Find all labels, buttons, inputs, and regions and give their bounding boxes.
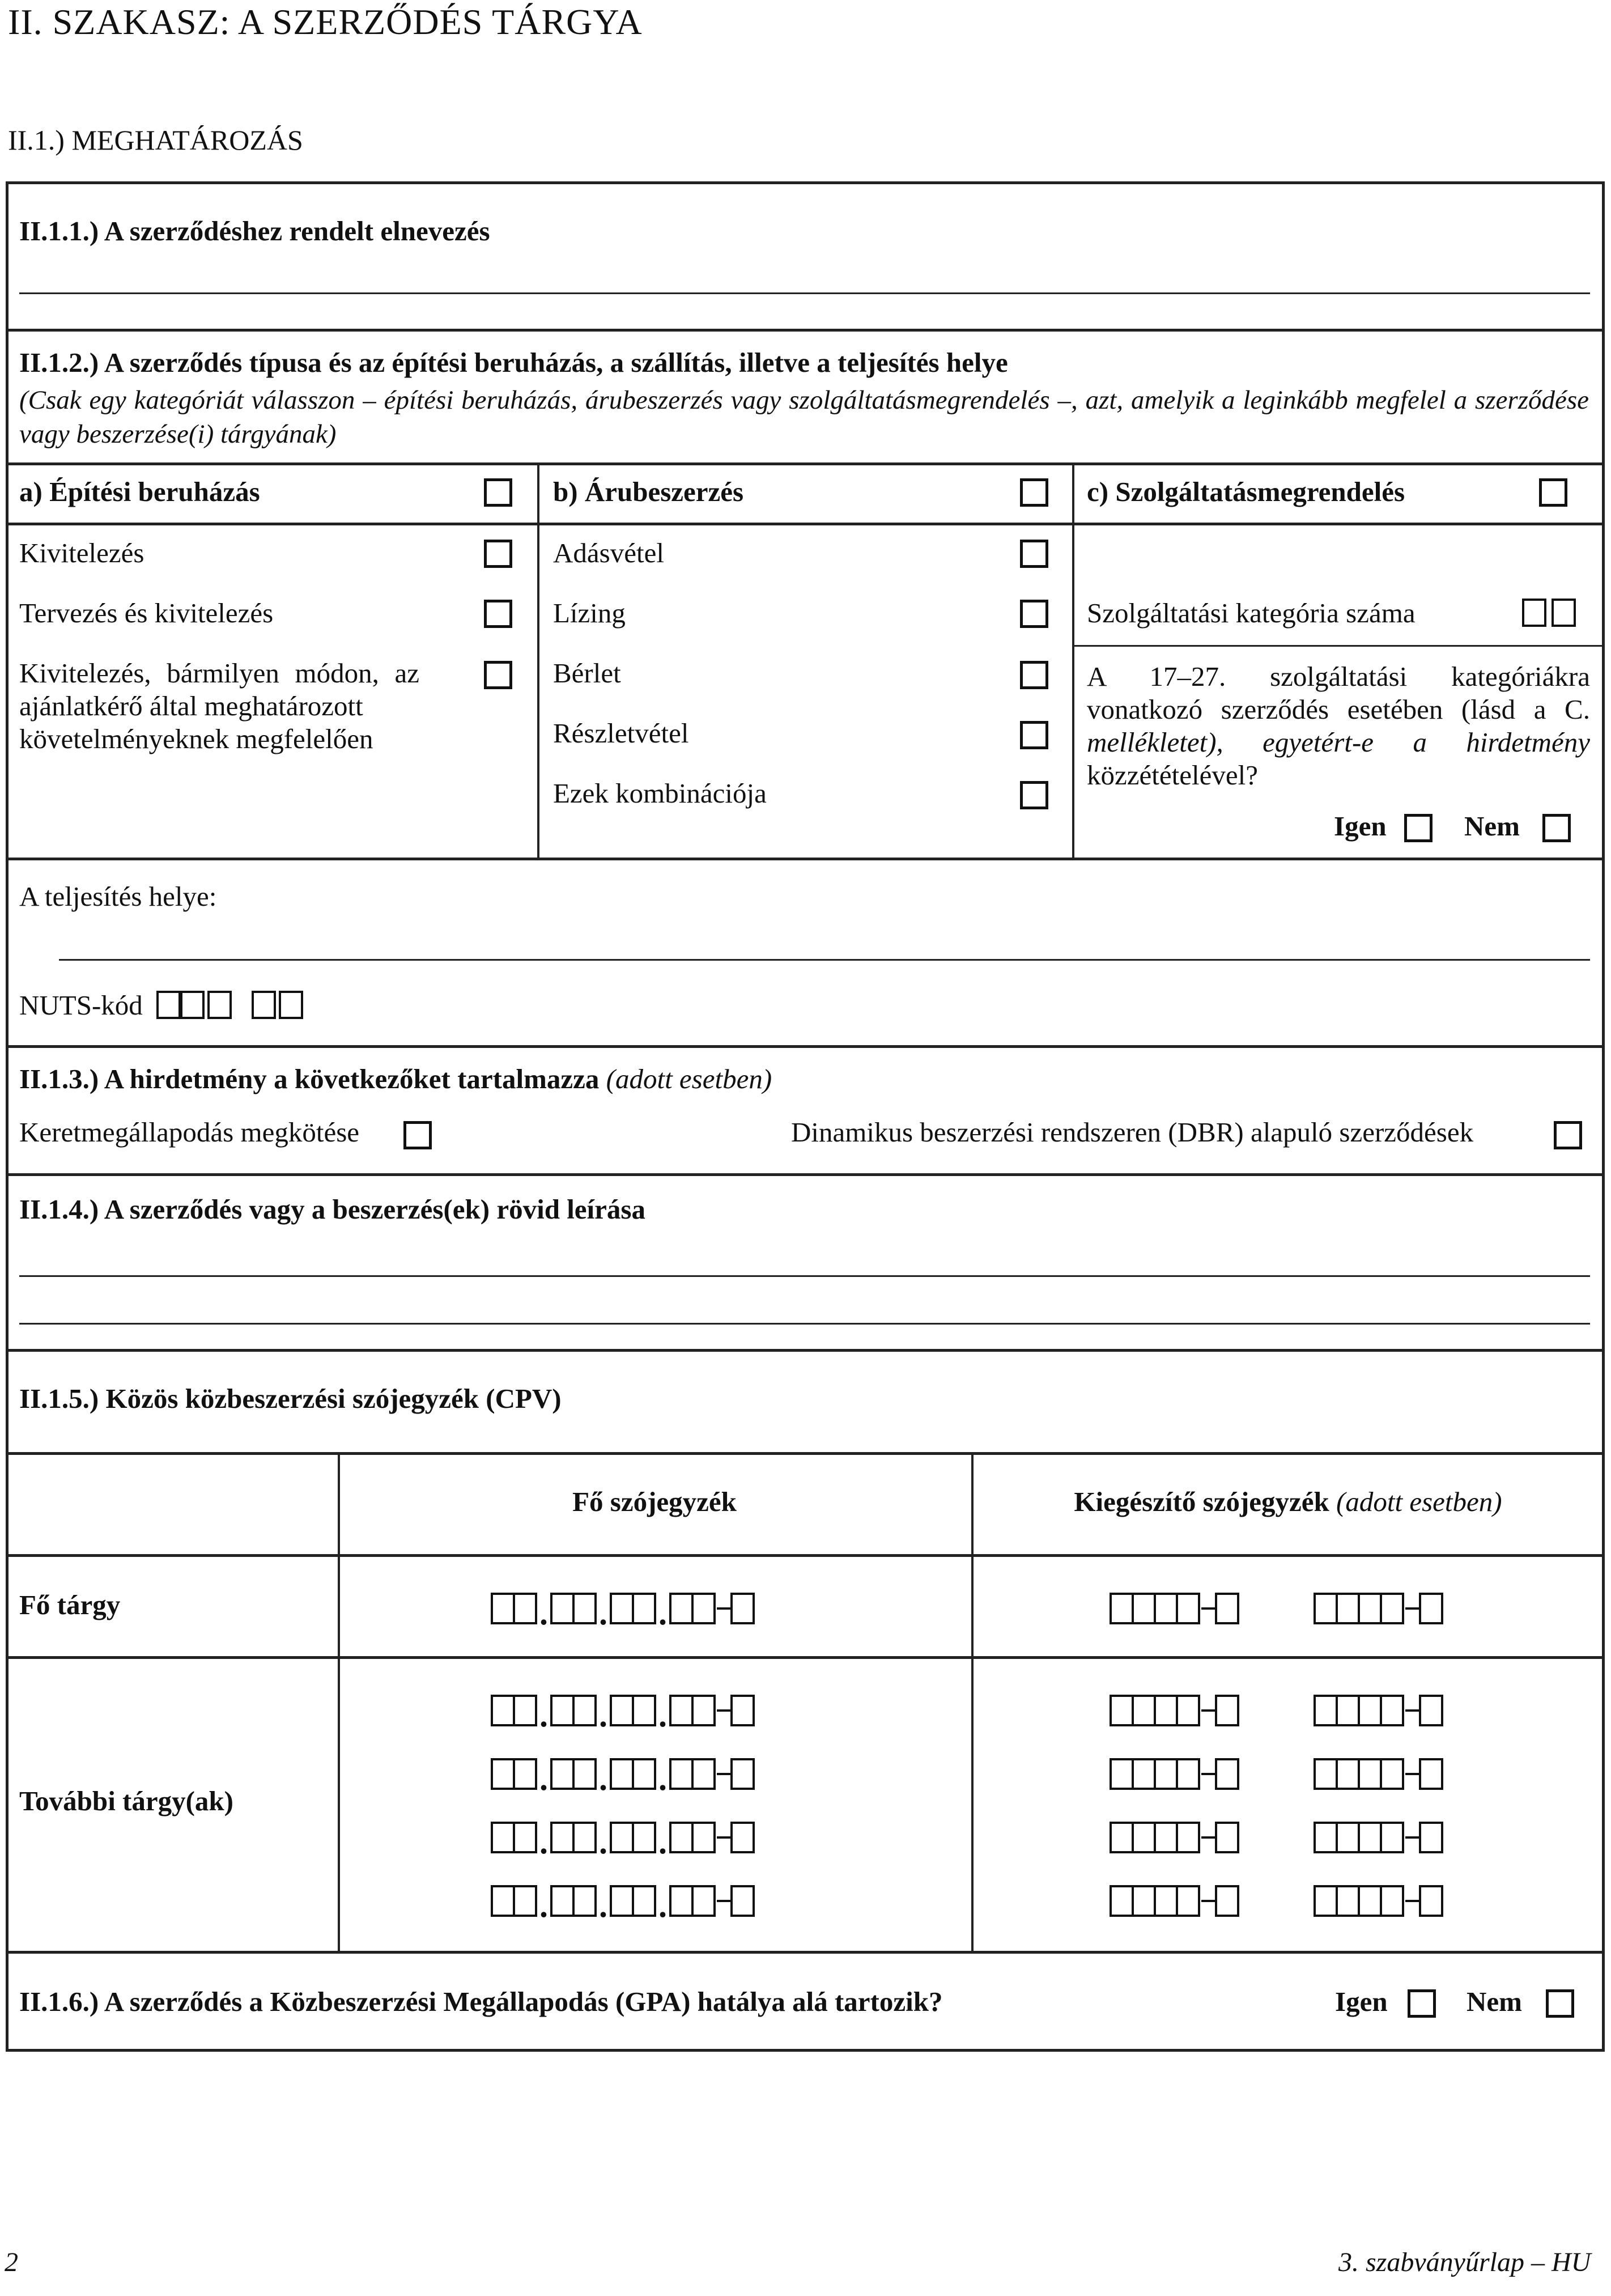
divider [6, 858, 1605, 860]
cpv-main-digit-box[interactable] [513, 1593, 537, 1624]
page-number: 2 [5, 2247, 18, 2277]
cpv-supp-digit-box[interactable] [1154, 1822, 1178, 1853]
place-answer-line[interactable] [59, 959, 1590, 961]
cpv-main-digit-box[interactable] [513, 1822, 537, 1853]
cpv-dash [717, 1709, 730, 1712]
divider [6, 523, 1605, 525]
dps-checkbox[interactable] [1554, 1121, 1582, 1149]
cpv-main-digit-box[interactable] [632, 1885, 656, 1917]
cpv-main-digit-box[interactable] [550, 1695, 575, 1726]
cpv-supp-digit-box[interactable] [1176, 1822, 1200, 1853]
cpv-separator: . [539, 1696, 548, 1734]
cpv-main-check-box[interactable] [730, 1885, 755, 1917]
cpv-main-object-label: Fő tárgy [19, 1589, 121, 1620]
cpv-supp-digit-box[interactable] [1132, 1885, 1156, 1917]
cpv-supp-code-row [1314, 1819, 1441, 1853]
column-divider [537, 462, 539, 859]
cpv-supp-digit-box[interactable] [1336, 1593, 1360, 1624]
services-header: c) Szolgáltatásmegrendelés [1087, 476, 1405, 507]
cpv-supp-check-box[interactable] [1215, 1758, 1239, 1790]
page-title: II. SZAKASZ: A SZERZŐDÉS TÁRGYA [8, 2, 643, 42]
works-execution-checkbox[interactable] [484, 540, 512, 568]
column-divider [971, 1452, 974, 1951]
cpv-supp-digit-box[interactable] [1132, 1758, 1156, 1790]
supplies-checkbox[interactable] [1020, 478, 1048, 507]
divider [6, 1452, 1605, 1455]
works-design-execution-checkbox[interactable] [484, 600, 512, 628]
cpv-main-digit-box[interactable] [632, 1758, 656, 1790]
cpv-separator: . [658, 1696, 667, 1734]
cpv-additional-objects-label: További tárgy(ak) [19, 1785, 234, 1817]
cpv-separator: . [599, 1696, 607, 1734]
section-label-ii-1-3: II.1.3.) A hirdetmény a következőket tartalmazza [19, 1063, 600, 1094]
works-requirements-line-1: Kivitelezés, bármilyen módon, az [19, 657, 419, 689]
place-label: A teljesítés helye: [19, 881, 217, 912]
works-requirements-line-3: követelményeknek megfelelően [19, 723, 373, 754]
services-question-line-3: mellékletet), egyetért-e a hirdetmény [1087, 727, 1590, 758]
cpv-main-digit-box[interactable] [550, 1593, 575, 1624]
cpv-supp-check-box[interactable] [1215, 1822, 1239, 1853]
cpv-separator: . [658, 1594, 667, 1632]
cpv-main-digit-box[interactable] [610, 1758, 634, 1790]
gpa-no-label: Nem [1467, 1986, 1522, 2017]
services-no-checkbox[interactable] [1542, 814, 1571, 842]
cpv-supp-digit-box[interactable] [1380, 1758, 1404, 1790]
section-note-line-1: (Csak egy kategóriát válasszon – építési beruházás, árubeszerzés vagy szolgáltatásmegrendelés –, azt, amelyik a leginkább megfelel a szerződése [19, 385, 1589, 415]
cpv-main-digit-box[interactable] [550, 1822, 575, 1853]
services-checkbox[interactable] [1539, 478, 1567, 507]
cpv-main-digit-box[interactable] [513, 1885, 537, 1917]
supplies-rental-checkbox[interactable] [1020, 661, 1048, 689]
cpv-supp-digit-box[interactable] [1358, 1758, 1382, 1790]
cpv-supp-digit-box[interactable] [1110, 1593, 1134, 1624]
cpv-supp-digit-box[interactable] [1110, 1885, 1134, 1917]
cpv-main-digit-box[interactable] [572, 1885, 597, 1917]
works-requirements-line-2: ajánlatkérő által meghatározott [19, 690, 363, 722]
supplies-lease-label: Lízing [553, 597, 626, 629]
nuts-digit-box[interactable] [180, 991, 205, 1019]
cpv-separator: . [599, 1823, 607, 1861]
cpv-supp-digit-box[interactable] [1176, 1758, 1200, 1790]
cpv-supp-digit-box[interactable] [1380, 1822, 1404, 1853]
supplies-hire-purchase-checkbox[interactable] [1020, 721, 1048, 749]
cpv-separator: . [539, 1823, 548, 1861]
title-answer-line[interactable] [19, 292, 1590, 294]
framework-agreement-checkbox[interactable] [403, 1121, 432, 1149]
gpa-yes-checkbox[interactable] [1408, 1989, 1436, 2018]
cpv-supp-digit-box[interactable] [1154, 1758, 1178, 1790]
cpv-main-digit-box[interactable] [691, 1885, 716, 1917]
cpv-supp-digit-box[interactable] [1358, 1885, 1382, 1917]
cpv-dash [717, 1900, 730, 1902]
divider [6, 1045, 1605, 1048]
cpv-supp-check-box[interactable] [1419, 1695, 1443, 1726]
section-label-ii-1-1: II.1.1.) A szerződéshez rendelt elnevezés [19, 215, 490, 247]
cpv-supp-code-row [1110, 1819, 1237, 1853]
cpv-supp-digit-box[interactable] [1110, 1758, 1134, 1790]
divider [6, 1554, 1605, 1557]
supplies-purchase-checkbox[interactable] [1020, 540, 1048, 568]
cpv-dash [1405, 1773, 1419, 1775]
divider [6, 1349, 1605, 1352]
service-category-digit-box[interactable] [1522, 599, 1546, 627]
cpv-main-code-row [491, 1819, 753, 1861]
section-label-ii-1-6: II.1.6.) A szerződés a Közbeszerzési Megállapodás (GPA) hatálya alá tartozik? [19, 1986, 943, 2017]
cpv-supp-code-row [1110, 1692, 1237, 1726]
cpv-main-code-row [491, 1756, 753, 1797]
cpv-supp-code-row [1110, 1590, 1237, 1624]
cpv-supp-code-row [1314, 1692, 1441, 1726]
nuts-digit-box[interactable] [207, 991, 232, 1019]
cpv-main-digit-box[interactable] [610, 1695, 634, 1726]
supplies-hire-purchase-label: Részletvétel [553, 718, 689, 749]
divider [6, 329, 1605, 332]
cpv-supp-digit-box[interactable] [1380, 1593, 1404, 1624]
supplies-purchase-label: Adásvétel [553, 537, 664, 568]
cpv-main-digit-box[interactable] [610, 1593, 634, 1624]
cpv-supp-code-row [1314, 1590, 1441, 1624]
cpv-main-check-box[interactable] [730, 1695, 755, 1726]
services-question-line-4: közzétételével? [1087, 759, 1258, 791]
cpv-main-digit-box[interactable] [572, 1758, 597, 1790]
cpv-main-digit-box[interactable] [691, 1758, 716, 1790]
cpv-supp-vocab-header [974, 1486, 1603, 1518]
description-answer-line[interactable] [19, 1275, 1590, 1277]
cpv-dash [717, 1773, 730, 1775]
cpv-main-digit-box[interactable] [632, 1695, 656, 1726]
divider [6, 1656, 1605, 1659]
cpv-supp-digit-box[interactable] [1314, 1695, 1338, 1726]
cpv-main-vocab-header: Fő szójegyzék [572, 1486, 737, 1517]
cpv-supp-digit-box[interactable] [1132, 1695, 1156, 1726]
service-category-digit-box[interactable] [1552, 599, 1576, 627]
cpv-supp-digit-box[interactable] [1358, 1822, 1382, 1853]
cpv-main-digit-box[interactable] [491, 1593, 515, 1624]
cpv-separator: . [599, 1887, 607, 1924]
cpv-supp-check-box[interactable] [1419, 1885, 1443, 1917]
cpv-supp-digit-box[interactable] [1176, 1593, 1200, 1624]
cpv-main-digit-box[interactable] [491, 1885, 515, 1917]
cpv-supp-digit-box[interactable] [1314, 1885, 1338, 1917]
cpv-separator: . [658, 1823, 667, 1861]
cpv-dash [1405, 1900, 1419, 1902]
cpv-supp-check-box[interactable] [1215, 1593, 1239, 1624]
cpv-dash [1405, 1709, 1419, 1712]
cpv-main-digit-box[interactable] [572, 1695, 597, 1726]
cpv-supp-code-row [1110, 1883, 1237, 1917]
cpv-main-digit-box[interactable] [669, 1822, 694, 1853]
cpv-dash [717, 1607, 730, 1610]
cpv-separator: . [599, 1760, 607, 1797]
cpv-main-digit-box[interactable] [669, 1593, 694, 1624]
cpv-supp-digit-box[interactable] [1154, 1593, 1178, 1624]
cpv-dash [1201, 1900, 1215, 1902]
cpv-supp-digit-box[interactable] [1314, 1822, 1338, 1853]
cpv-supp-code-row [1110, 1756, 1237, 1790]
cpv-supp-check-box[interactable] [1419, 1758, 1443, 1790]
cpv-supp-code-row [1314, 1883, 1441, 1917]
cpv-supp-digit-box[interactable] [1358, 1593, 1382, 1624]
cpv-main-digit-box[interactable] [610, 1885, 634, 1917]
cpv-main-check-box[interactable] [730, 1593, 755, 1624]
cpv-main-digit-box[interactable] [491, 1758, 515, 1790]
cpv-main-check-box[interactable] [730, 1758, 755, 1790]
nuts-digit-box[interactable] [279, 991, 303, 1019]
works-execution-label: Kivitelezés [19, 537, 144, 568]
dps-label: Dinamikus beszerzési rendszeren (DBR) alapuló szerződések [791, 1117, 1474, 1148]
works-requirements-checkbox[interactable] [484, 661, 512, 689]
supplies-lease-checkbox[interactable] [1020, 600, 1048, 628]
cpv-supp-digit-box[interactable] [1132, 1593, 1156, 1624]
cpv-main-digit-box[interactable] [550, 1758, 575, 1790]
cpv-supp-digit-box[interactable] [1176, 1885, 1200, 1917]
cpv-main-code-row [491, 1883, 753, 1924]
cpv-main-digit-box[interactable] [610, 1822, 634, 1853]
cpv-main-digit-box[interactable] [513, 1758, 537, 1790]
cpv-main-digit-box[interactable] [513, 1695, 537, 1726]
cpv-main-digit-box[interactable] [669, 1695, 694, 1726]
cpv-separator: . [539, 1594, 548, 1632]
cpv-main-digit-box[interactable] [572, 1822, 597, 1853]
cpv-main-digit-box[interactable] [491, 1822, 515, 1853]
section-ii-1-3-heading [19, 1063, 772, 1095]
cpv-supp-check-box[interactable] [1215, 1695, 1239, 1726]
cpv-main-digit-box[interactable] [572, 1593, 597, 1624]
cpv-main-code-row [491, 1692, 753, 1734]
services-no-label: Nem [1464, 810, 1520, 842]
cpv-supp-digit-box[interactable] [1336, 1885, 1360, 1917]
divider [6, 462, 1605, 465]
cpv-supp-digit-box[interactable] [1154, 1695, 1178, 1726]
supplies-header: b) Árubeszerzés [553, 476, 744, 507]
services-question-line-2: vonatkozó szerződés esetében (lásd a C. [1087, 694, 1590, 725]
column-divider [1072, 462, 1074, 859]
cpv-separator: . [658, 1760, 667, 1797]
section-label-ii-1-2: II.1.2.) A szerződés típusa és az építési beruházás, a szállítás, illetve a teljesítés helye [19, 347, 1008, 378]
cpv-supp-digit-box[interactable] [1176, 1695, 1200, 1726]
cpv-main-digit-box[interactable] [632, 1593, 656, 1624]
cpv-main-digit-box[interactable] [632, 1822, 656, 1853]
cpv-dash [1405, 1607, 1419, 1610]
cpv-separator: . [658, 1887, 667, 1924]
cpv-supp-digit-box[interactable] [1132, 1822, 1156, 1853]
cpv-supp-digit-box[interactable] [1336, 1695, 1360, 1726]
divider [6, 1173, 1605, 1176]
description-answer-line[interactable] [19, 1323, 1590, 1325]
cpv-supp-digit-box[interactable] [1336, 1822, 1360, 1853]
cpv-supp-digit-box[interactable] [1358, 1695, 1382, 1726]
nuts-label: NUTS-kód [19, 990, 143, 1021]
cpv-supp-check-box[interactable] [1215, 1885, 1239, 1917]
section-title: II.1.) MEGHATÁROZÁS [8, 124, 303, 156]
cpv-supp-digit-box[interactable] [1110, 1695, 1134, 1726]
cpv-main-digit-box[interactable] [550, 1885, 575, 1917]
form-identifier: 3. szabványűrlap – HU [1338, 2247, 1591, 2277]
section-label-ii-1-5: II.1.5.) Közös közbeszerzési szójegyzék (CPV) [19, 1383, 562, 1414]
cpv-main-check-box[interactable] [730, 1822, 755, 1853]
divider [1072, 645, 1605, 647]
cpv-dash [1405, 1836, 1419, 1839]
cpv-main-digit-box[interactable] [491, 1695, 515, 1726]
services-yes-checkbox[interactable] [1404, 814, 1433, 842]
cpv-supp-check-box[interactable] [1419, 1593, 1443, 1624]
cpv-supp-vocab-note: (adott esetben) [1336, 1486, 1502, 1517]
gpa-yes-label: Igen [1335, 1986, 1388, 2017]
services-yes-label: Igen [1334, 810, 1387, 842]
cpv-supp-digit-box[interactable] [1154, 1885, 1178, 1917]
services-question-line-1: A 17–27. szolgáltatási kategóriákra [1087, 661, 1590, 692]
nuts-digit-box[interactable] [156, 991, 181, 1019]
cpv-supp-check-box[interactable] [1419, 1822, 1443, 1853]
gpa-no-checkbox[interactable] [1546, 1989, 1574, 2018]
cpv-dash [717, 1836, 730, 1839]
cpv-supp-digit-box[interactable] [1336, 1758, 1360, 1790]
cpv-supp-digit-box[interactable] [1380, 1885, 1404, 1917]
cpv-main-code-row [491, 1590, 753, 1632]
cpv-dash [1201, 1607, 1215, 1610]
column-divider [338, 1452, 340, 1951]
cpv-main-digit-box[interactable] [691, 1822, 716, 1853]
works-checkbox[interactable] [484, 478, 512, 507]
cpv-supp-vocab-title: Kiegészítő szójegyzék [1074, 1486, 1329, 1517]
cpv-separator: . [539, 1760, 548, 1797]
works-header: a) Építési beruházás [19, 476, 260, 507]
cpv-main-digit-box[interactable] [691, 1695, 716, 1726]
cpv-supp-digit-box[interactable] [1314, 1758, 1338, 1790]
cpv-dash [1201, 1836, 1215, 1839]
section-label-ii-1-4: II.1.4.) A szerződés vagy a beszerzés(ek) rövid leírása [19, 1194, 645, 1225]
nuts-digit-box[interactable] [252, 991, 276, 1019]
framework-agreement-label: Keretmegállapodás megkötése [19, 1117, 360, 1148]
cpv-separator: . [599, 1594, 607, 1632]
cpv-supp-digit-box[interactable] [1314, 1593, 1338, 1624]
supplies-combination-label: Ezek kombinációja [553, 778, 767, 809]
cpv-supp-digit-box[interactable] [1380, 1695, 1404, 1726]
section-note-line-2: vagy beszerzése(i) tárgyának) [19, 419, 337, 449]
divider [6, 1951, 1605, 1954]
section-label-note: (adott esetben) [606, 1063, 772, 1094]
cpv-main-digit-box[interactable] [669, 1885, 694, 1917]
cpv-dash [1201, 1773, 1215, 1775]
works-design-execution-label: Tervezés és kivitelezés [19, 597, 274, 629]
cpv-main-digit-box[interactable] [669, 1758, 694, 1790]
supplies-combination-checkbox[interactable] [1020, 781, 1048, 809]
cpv-dash [1201, 1709, 1215, 1712]
cpv-supp-code-row [1314, 1756, 1441, 1790]
service-category-label: Szolgáltatási kategória száma [1087, 597, 1416, 629]
cpv-supp-digit-box[interactable] [1110, 1822, 1134, 1853]
supplies-rental-label: Bérlet [553, 657, 621, 689]
cpv-separator: . [539, 1887, 548, 1924]
cpv-main-digit-box[interactable] [691, 1593, 716, 1624]
